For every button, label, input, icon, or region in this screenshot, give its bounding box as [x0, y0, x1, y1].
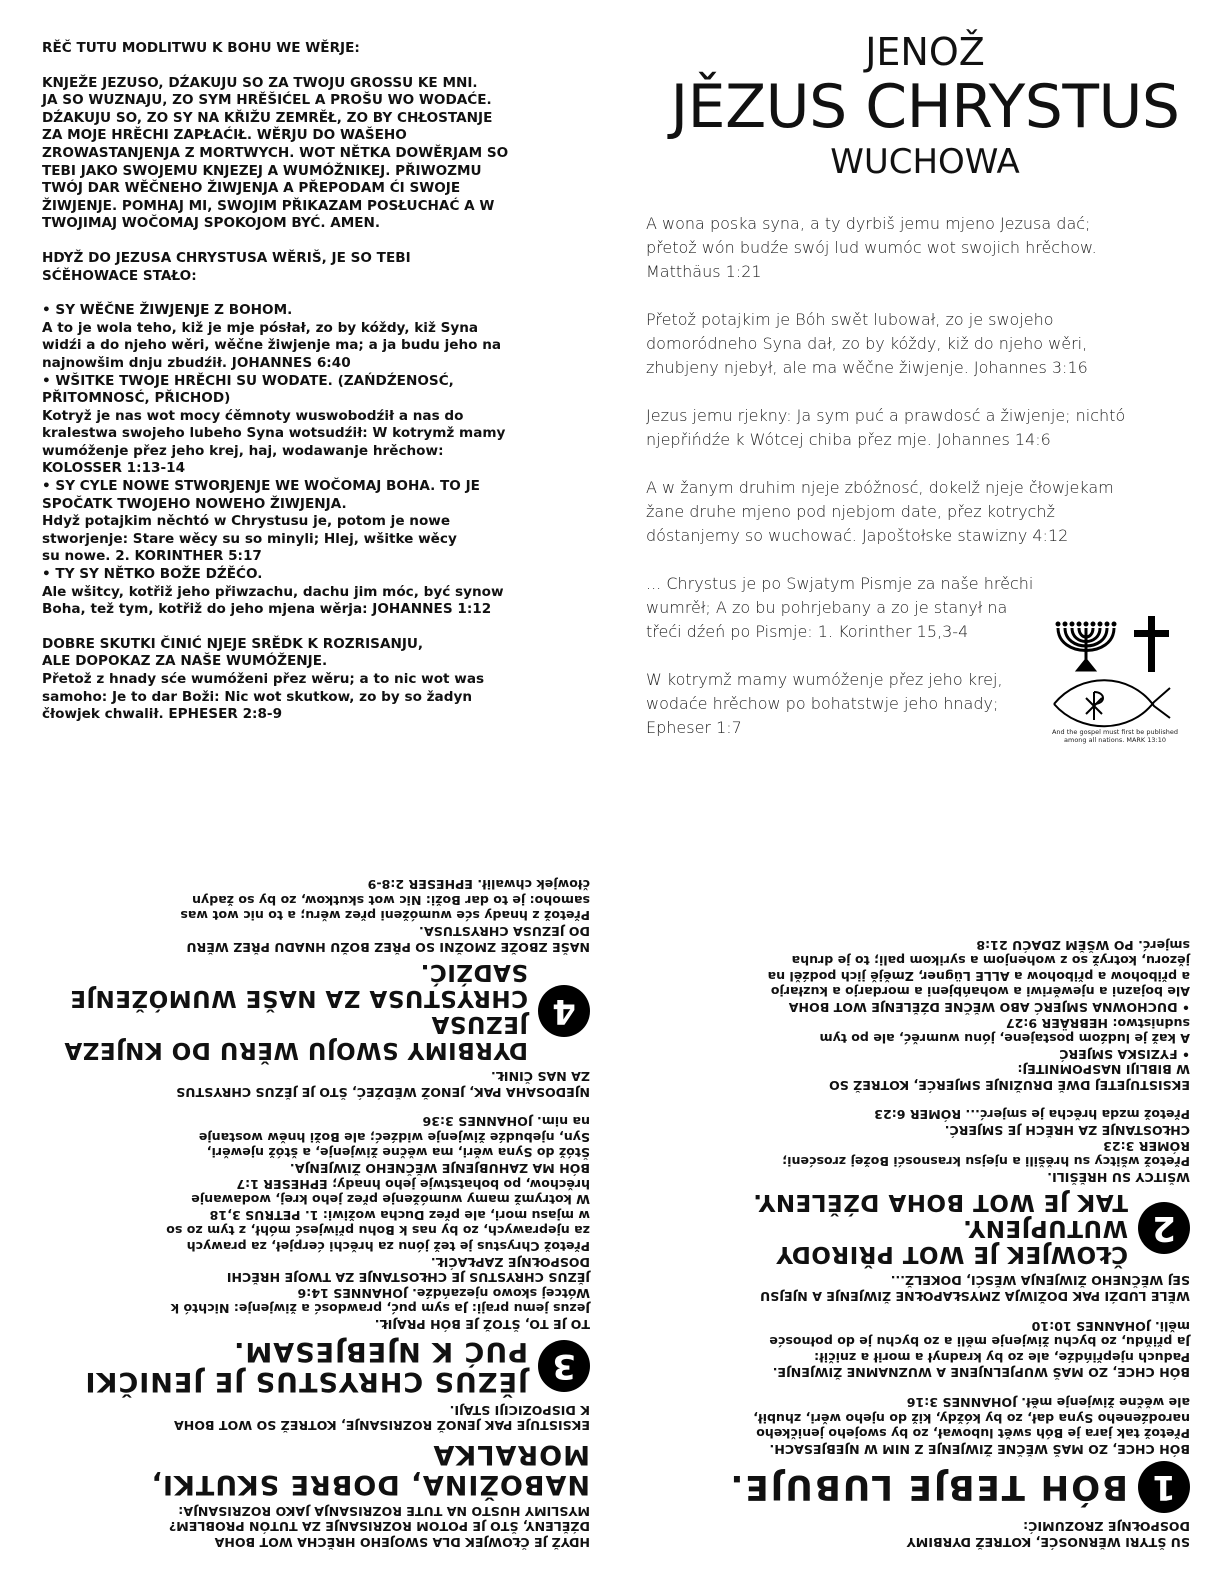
point-line: Boha, tež tym, kotřiž do jeho mjena wěrja: JOHANNES 1:12: [42, 601, 492, 618]
closing: [42, 636, 582, 724]
if-intro-line: HDYŽ DO JEZUSA CHRYSTUSA WĚRIŠ, JE SO TEBI: [42, 249, 411, 266]
body-line: Přetož Chrystus je tež jónu za hrěchi ćerpjeł, za prawych: [186, 1239, 590, 1255]
point-line: kralestwa swojeho lubeho Syna wotsudźił: W kotrymž mamy: [42, 425, 506, 442]
body-line: • DUCHOWNA SMJERĆ ABO WĚČNE DŹĚLENJE WOT BOHA: [788, 999, 1190, 1015]
body-line: CHŁOSTANJE ZA HRĚCH JE SMJERĆ.: [944, 1123, 1190, 1139]
verse-line: Matthäus 1:21: [646, 262, 762, 281]
title-line: DYRBIMY SWOJU WĚRU DO KNJEZA JEZUSA: [63, 1010, 528, 1063]
point-line: A to je wola teho, kiž je mje pósłał, zo by kóždy, kiž Syna: [42, 319, 479, 336]
verse-line: A w žanym druhim njeje zbóžnosć, dokelž njeje čłowjekam: [646, 478, 1114, 497]
point-heading: SPOČATK TWOJEHO NOWEHO ŽIWJENJA.: [42, 495, 347, 512]
section-title: [84, 1336, 528, 1396]
if-intro-line: SĆĚHOWACE STAŁO:: [42, 267, 197, 284]
section-1-body: [630, 1273, 1190, 1457]
mark-caption: [1050, 728, 1180, 744]
intro-line: DŹĚLENY, ŠTO JE POTOM ROZRISANJE ZA TUTÓN PROBLEM?: [168, 1519, 590, 1535]
prayer-line: TWÓJ DAR WĚČNEHO ŽIWJENJA A PŘEPODAM ĆI SWOJE: [42, 180, 461, 197]
verse-line: wumrěł; A zo bu pohrjebany a zo je stanył na: [646, 598, 1008, 617]
point-2: [42, 373, 582, 479]
closing-line: DOBRE SKUTKI ČINIĆ NJEJE SRĚDK K ROZRISANJU,: [42, 635, 424, 652]
verse-line: Jezus jemu rjekny: Ja sym puć a prawdosć a žiwjenje; nichtó: [646, 406, 1126, 425]
section-3-body: [30, 1069, 590, 1333]
body-line: čłowjek chwalił. EPHESER 2:8-9: [367, 877, 590, 893]
prayer-line: JA SO WUZNAJU, ZO SYM HRĚŠIĆEL A PROŠU WO WODAĆE.: [42, 92, 492, 109]
body-line: Štóž do Syna wěri, ma wěčne žiwjenje, a štóž njewěri,: [206, 1145, 590, 1161]
section-4-header: [30, 959, 590, 1063]
title-wuchowa: WUCHOWA: [830, 142, 1020, 182]
section-3-header: [30, 1336, 590, 1396]
title-line: PUĆ K NJEBJESAM.: [233, 1336, 528, 1368]
point-line: stworjenje: Stare wěcy su so minyli; Hlej, wšitke wěcy: [42, 530, 457, 547]
body-line: W kotrymž mamy wumóženje přez jeho krej, wodawanje: [191, 1192, 590, 1208]
intro-line: MYSLIMY HUSTO NA TUTE ROZRISANJA JAKO ROZRISANJA:: [178, 1503, 590, 1519]
title-line: JĚZUS CHRYSTUS JE JENIČKI: [84, 1366, 528, 1398]
prayer-line: ZA MOJE HRĚCHI ZAPŁAĆIŁ. WĚRJU DO WAŠEHO: [42, 127, 407, 144]
body-line: Přetož z hnady sće wumóženi přez wěru; a to nic wot was: [180, 908, 590, 924]
section-1-header: [630, 1461, 1190, 1513]
body-line: Wótcej skowo njezańdźe. JOHANNES 14:6: [297, 1285, 590, 1301]
body-line: Přetož mzda hrěcha je smjerć... RÓMER 6:23: [874, 1107, 1190, 1123]
prayer-line: DŹAKUJU SO, ZO SY NA KŘIŽU ZEMRĚŁ, ZO BY CHŁOSTANJE: [42, 109, 493, 126]
point-line: KOLOSSER 1:13-14: [42, 460, 186, 477]
body-line: BÓH CHCE, ZO MAŠ WUPJELNJENE A WUZNAMNE ŽIWJENJE.: [772, 1365, 1190, 1381]
body-line: WĚLE LUDŹI PAK DOŽIWJA ZMYSŁAPOŁNE ŽIWJENJE A NJEJSU: [759, 1289, 1190, 1305]
body-line: DO JEZUSA CHRYSTUSA.: [418, 923, 590, 939]
body-line: Jezus jemu praji: Ja sym puć, prawdosć a žiwjenje: Nichtó k: [170, 1301, 590, 1317]
point-line: Ale wšitcy, kotřiž jeho přiwzachu, dachu jim móc, być synow: [42, 583, 504, 600]
closing-line: Přetož z hnady sće wumóženi přez wěru; a to nic wot was: [42, 671, 485, 687]
prayer-line: ŽIWJENJE. POMHAJ MI, SWOJIM PŘIKAZAM POSŁUCHAĆ A W: [42, 197, 495, 214]
body-line: Ale bojazni a njewěriwi a wohańbjeni a mordarjo a kuzłarjo: [770, 984, 1190, 1000]
body-line: ZA NAS ČINIŁ.: [490, 1069, 590, 1085]
point-line: najnowšim dnju zbudźił. JOHANNES 6:40: [42, 354, 351, 371]
prayer-line: TWOJIMAJ WOČOMAJ SPOKOJOM BYĆ. AMEN.: [42, 215, 381, 232]
caption-line: And the gospel must first be published: [1051, 728, 1178, 736]
verse-line: A wona poska syna, a ty dyrbiš jemu mjeno Jezusa dać;: [646, 214, 1091, 233]
body-line: A kaž je ludźom postajene, jónu wumrěć, ale po tym: [819, 1031, 1190, 1047]
section-2-body: [630, 937, 1190, 1185]
body-line: měli. JOHANNES 10:10: [1031, 1318, 1190, 1334]
verse-ephesians: [646, 668, 1046, 740]
verse-corinthians: [646, 572, 1046, 644]
point-heading: • SY CYLE NOWE STWORJENJE WE WOČOMAJ BOHA. TO JE: [42, 478, 480, 495]
body-line: SEJ WĚČNEHO ŽIWJENJA WĚSĆI, DOKELŽ...: [890, 1273, 1190, 1289]
menorah-icon: [1058, 628, 1114, 670]
verse-acts: [646, 476, 1200, 548]
cross-icon: [1134, 616, 1169, 672]
section-3-4-panel: [30, 790, 590, 1550]
body-line: sudnistwo: HEBRÄER 9:27: [1005, 1015, 1190, 1031]
page-title: JĚZUS CHRYSTUS: [670, 72, 1180, 142]
body-line: K DISPOZICIJI STAJI.: [449, 1402, 590, 1418]
body-line: ale wěčne žiwjenje měł. JOHANNES 3:16: [906, 1395, 1190, 1411]
verse-line: domoródneho Syna dał, zo by kóždy, kiž do njeho wěri,: [646, 334, 1088, 353]
prayer-panel: [42, 40, 582, 724]
point-line: wumóženje přez jeho krej, haj, wodawanje hrěchow:: [42, 442, 444, 459]
closing-line: samoho: Je to dar Boži: Nic wot skutkow, zo by so žadyn: [42, 688, 473, 705]
prayer-line: ZROWASTANJENJA Z MORTWYCH. WOT NĚTKA DOWĚRJAM SO: [42, 144, 509, 161]
verse-line: W kotrymž mamy wumóženje přez jeho krej,: [646, 670, 1003, 689]
false-ways-heading: NABOŽINA, DOBRE SKUTKI, MORALKA: [150, 1439, 590, 1501]
section-1-2-panel: [630, 790, 1190, 1550]
section-number-badge: 3: [538, 1340, 590, 1392]
prayer-line: KNJEŽE JEZUSO, DŹAKUJU SO ZA TWOJU GROSSU KE MNI.: [42, 74, 478, 91]
intro-line: HDYŽ JE ČŁOWJEK DLA SWOJEHO HRĚCHA WOT BOHA: [214, 1535, 590, 1550]
menorah-cross-fish-icon: [1050, 610, 1180, 728]
section-number-badge: 4: [538, 985, 590, 1037]
body-line: • FYZISKA SMJERĆ: [1059, 1046, 1190, 1062]
prayer-intro: RĚČ TUTU MODLITWU K BOHU WE WĚRJE:: [42, 40, 360, 56]
body-line: na nim. JOHANNES 3:36: [422, 1114, 590, 1130]
body-line: BÓH MA ZAHUBJENJE WĚČNEHO ŽIWJENJA.: [289, 1161, 590, 1177]
body-line: za njeprawych, zo by nas k Bohu přiwjesć móhł, z tym zo so: [166, 1223, 590, 1239]
body-line: NAŠE ZBOŽE ZMOŽNI SO PŘEZ BOŽU HNADU PŘEZ WĚRU: [186, 939, 590, 955]
verse-line: žane druhe mjeno pod njebjom date, přez kotrychž: [646, 502, 1055, 521]
body-line: hrěchow, po bohatstwje jeho hnady; EPHESER 1:7: [236, 1176, 590, 1192]
body-line: Přetož tak jara je Bóh swět lubował, zo by swojeho jeničkeho: [756, 1426, 1190, 1442]
closing-line: ALE DOPOKAZ ZA NAŠE WUMÓŽENJE.: [42, 653, 328, 670]
point-heading: • WŠITKE TWOJE HRĚCHI SU WODATE. (ZAŃDŹENOSĆ,: [42, 372, 454, 389]
section-number-badge: 2: [1138, 1202, 1190, 1254]
point-4: [42, 566, 582, 619]
verse-john-3-16: [646, 308, 1200, 380]
verse-john-14-6: [646, 404, 1200, 452]
body-line: BÓH CHCE, ZO MAŠ WĚČNE ŽIWJENJE Z NIM W NJEBJESACH.: [769, 1441, 1190, 1457]
body-line: Ja přiňdu, zo bychu žiwjenje měli a zo bychu je do połnosće: [769, 1334, 1190, 1350]
title-line: ČŁOWJEK JE WOT PŘIRODY WUTUPJENY.: [775, 1214, 1128, 1267]
body-line: smjerć. PO WŠĚM ZDAĆU 21:8: [976, 937, 1190, 953]
body-line: EKSISTUJETEJ DWĚ DRUŽINJE SMJERĆE, KOTREŽ SO: [829, 1077, 1190, 1093]
body-line: Syn, njebudźe žiwjenje widźeć; ale Boži hněw wostanje: [198, 1129, 590, 1145]
point-heading: • TY SY NĚTKO BOŽE DŹĚĆO.: [42, 566, 263, 583]
body-line: JĚZUS CHRYSTUS JE CHŁOSTANJE ZA TWOJE HRĚCHI: [226, 1270, 590, 1286]
caption-line: among all nations. MARK 13:10: [1064, 736, 1166, 744]
verse-line: Epheser 1:7: [646, 718, 742, 737]
section-title: [630, 1189, 1128, 1267]
point-line: widźi a do njeho wěri, wěčne žiwjenje ma; a ja budu jeho na: [42, 337, 502, 354]
body-line: EKSISTUJE PAK JENOŽ ROZRISANJE, KOTREŽ SO WOT BOHA: [173, 1418, 590, 1434]
section-number-badge: 1: [1138, 1461, 1190, 1513]
verse-line: dóstanjemy so wuchować. Japoštołske stawizny 4:12: [646, 526, 1069, 545]
religious-symbols: [1050, 610, 1180, 760]
point-line: Kotryž je nas wot mocy ćěmnoty wuswobodźił a nas do: [42, 407, 464, 424]
body-line: w mjasu mori, ale přez Ducha wožiwi: 1. PETRUS 3,18: [209, 1207, 590, 1223]
body-line: jězoru, kotryž so z wohenjom a syrikom pali; to je druha: [791, 953, 1190, 969]
body-line: DOSPOŁNJE ZAPŁAĆIŁ.: [430, 1254, 590, 1270]
verse-matthew: [646, 212, 1200, 284]
point-3: [42, 478, 582, 566]
closing-line: čłowjek chwalił. EPHESER 2:8-9: [42, 706, 283, 723]
body-line: TO JE TO, ŠTOŽ JE BÓH PRAJIŁ.: [374, 1317, 590, 1333]
ichthys-fish-icon: [1054, 680, 1170, 726]
point-line: Hdyž potajkim něchtó w Chrystusu je, potom je nowe: [42, 513, 451, 530]
prayer-line: TEBI JAKO SWOJEMU KNJEZEJ A WUMÓŽNIKEJ. PŘIWOZMU: [42, 162, 482, 179]
verse-line: Přetož potajkim je Bóh swět lubował, zo je swojeho: [646, 310, 1054, 329]
body-line: W BIBLIJI NASPOMNITEJ:: [1017, 1062, 1190, 1078]
body-line: Přetož wšitcy su hrěšili a njejsu krasnosći Božej zrosćeni;: [782, 1154, 1190, 1170]
verse-line: ... Chrystus je po Swjatym Pismje za naše hrěchi: [646, 574, 1034, 593]
point-line: su nowe. 2. KORINTHER 5:17: [42, 548, 262, 565]
body-line: WŠITCY SU HRĚŠILI.: [1047, 1169, 1190, 1185]
section-title: BÓH TEBJE LUBUJE.: [728, 1466, 1128, 1507]
section-2-header: [630, 1189, 1190, 1267]
body-line: Paduch njepřińdźe, ale zo by kradnył a morił a zničił:: [814, 1349, 1190, 1365]
title-line: TAK JE WOT BOHA DŹĚLENY.: [752, 1188, 1128, 1215]
cover-panel: [640, 30, 1200, 764]
body-line: a přibohow a přibohow a ALLE Lügner, Změjě jich podźěl na: [767, 968, 1190, 984]
section-title: [30, 959, 528, 1063]
intro-line: DOSPOŁNJE ZROZUMIĆ:: [1023, 1519, 1190, 1535]
verse-line: třeći dźeń po Pismje: 1. Korinther 15,3-4: [646, 622, 969, 641]
verse-line: wodaće hrěchow po bohatstwje jeho hnady;: [646, 694, 999, 713]
verse-line: zhubjeny njebył, ale ma wěčne žiwjenje. Johannes 3:16: [646, 358, 1088, 377]
point-heading: PŘITOMNOSĆ, PŘICHOD): [42, 390, 231, 407]
title-line: CHRYSTUSA ZA NAŠE WUMÓŽENJE SADŹIĆ.: [69, 958, 528, 1011]
verse-line: přetož wón budźe swój lud wumóc wot swojich hrěchow.: [646, 238, 1097, 257]
title-jenoz: JENOŽ: [865, 30, 985, 74]
body-line: samoho: je to dar Boži: Nic wot skutkow, zo by so žadyn: [191, 892, 590, 908]
section-4-body: [30, 877, 590, 955]
intro-line: SU ŠTYRI WĚRNOSĆE, KOTREŽ DYRBIMY: [906, 1535, 1190, 1550]
point-1: [42, 302, 582, 372]
verse-line: njepřińdźe k Wótcej chiba přez mje. Johannes 14:6: [646, 430, 1051, 449]
prayer-text: [42, 75, 582, 233]
body-line: RÓMER 3:23: [1103, 1138, 1190, 1154]
point-heading: • SY WĚČNE ŽIWJENJE Z BOHOM.: [42, 302, 293, 319]
body-line: NJEDOSAHA PAK, JENOŽ WĚDŹEĆ, ŠTO JE JĚZUS CHRYSTUS: [176, 1084, 590, 1100]
body-line: narodźeneho Syna dał, zo by kóždy, kiž do njeho wěri, zhubił,: [753, 1410, 1190, 1426]
